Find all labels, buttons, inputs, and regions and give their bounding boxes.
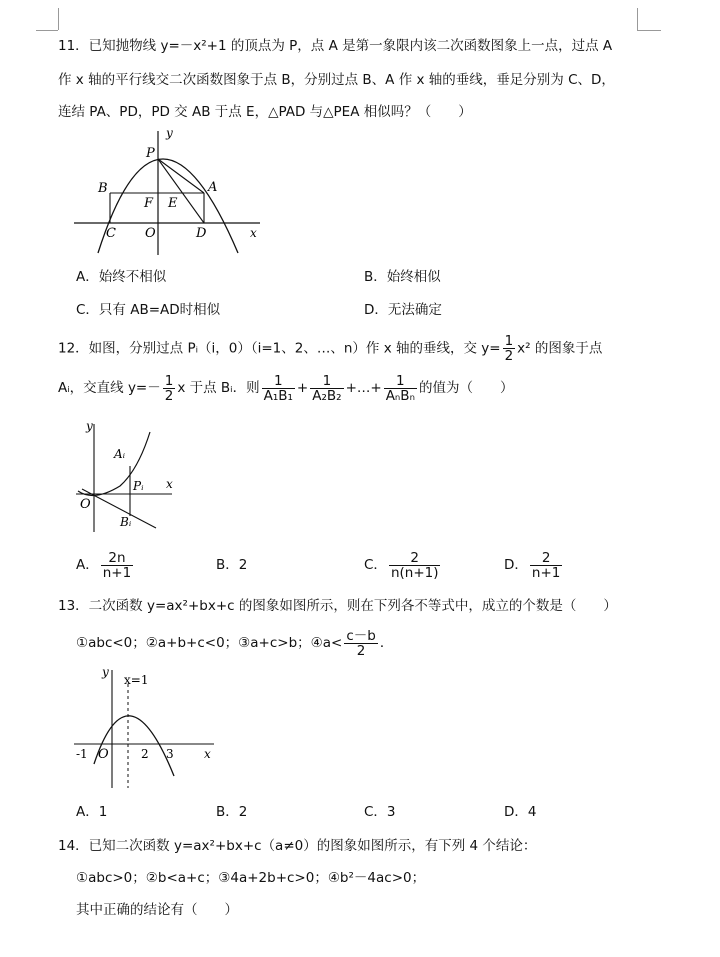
frac-den: 2 — [504, 348, 514, 364]
label-b: B — [98, 181, 108, 196]
crop-mark — [36, 30, 58, 31]
q11-figure — [70, 125, 270, 260]
q12-line1 — [58, 334, 602, 363]
frac-den: 2 — [356, 642, 366, 659]
frac-num: 2n — [101, 551, 133, 566]
parabola-curve — [94, 716, 174, 776]
label-ai: Aᵢ — [114, 447, 126, 461]
crop-mark — [637, 8, 638, 30]
frac-num: 2 — [530, 551, 562, 566]
label-x: x — [166, 477, 173, 491]
q13-figure — [72, 664, 222, 794]
label-f: F — [144, 196, 154, 211]
q11-line2: 作 x 轴的平行线交二次函数图象于点 B，分别过点 B、A 作 x 轴的垂线，垂足分别为 C、D， — [58, 72, 615, 88]
q12-option-b: B．2 — [216, 557, 248, 573]
q13-option-a: A．1 — [76, 804, 108, 820]
q11-option-a: A．始终不相似 — [76, 269, 167, 285]
q12-line1-post: x² 的图象于点 — [517, 340, 603, 357]
crop-mark — [637, 30, 661, 31]
label-bi: Bᵢ — [120, 515, 132, 529]
frac-num: 1 — [310, 374, 343, 389]
option-frac — [530, 551, 562, 580]
q12-option-d — [504, 548, 564, 582]
frac-num: 1 — [164, 372, 174, 389]
label-e: E — [168, 196, 178, 211]
frac-den: n+1 — [102, 564, 132, 581]
q13-cond-post: ． — [379, 635, 394, 651]
line-straight — [82, 489, 156, 528]
q13-option-b: B．2 — [216, 804, 248, 820]
q13-conditions — [76, 628, 393, 658]
q11-option-c: C．只有 AB=AD时相似 — [76, 302, 221, 318]
label-p: P — [146, 146, 155, 161]
label-x: x — [204, 747, 211, 761]
q13-cond-pre: ①abc<0；②a+b+c<0；③a+c>b；④a< — [76, 635, 343, 651]
frac-den: n+1 — [531, 564, 561, 581]
plus-sign: + — [296, 380, 309, 396]
frac-num: c－b — [346, 627, 376, 644]
label-axis: x=1 — [124, 673, 149, 687]
q12-line2-post: 的值为（ ） — [418, 380, 514, 396]
q12-sum-term-1 — [262, 374, 295, 403]
q13-line1: 13．二次函数 y=ax²+bx+c 的图象如图所示，则在下列各不等式中，成立的个数是（ ） — [58, 598, 617, 614]
frac-num: 1 — [504, 333, 514, 349]
q11-line3: 连结 PA、PD，PD 交 AB 于点 E，△PAD 与△PEA 相似吗？（ ） — [58, 104, 472, 120]
q12-frac2 — [163, 374, 176, 403]
option-frac — [101, 551, 133, 580]
frac-num: 1 — [384, 374, 417, 389]
frac-den: 2 — [164, 387, 174, 404]
q12-line2 — [58, 373, 513, 403]
option-label: A． — [76, 557, 99, 573]
ellipsis-sign: +…+ — [345, 380, 382, 396]
q12-sum-term-2 — [310, 374, 343, 403]
label-pi: Pᵢ — [133, 479, 144, 493]
q11-line1: 11．已知抛物线 y=－x²+1 的顶点为 P，点 A 是第一象限内该二次函数图象上一点，过点 A — [58, 38, 613, 54]
q13-option-c: C．3 — [364, 804, 396, 820]
segment-pa — [158, 159, 204, 193]
frac-num: 1 — [262, 374, 295, 389]
label-o: O — [98, 747, 109, 762]
frac-den: n(n+1) — [390, 564, 439, 581]
q12-option-a — [76, 548, 135, 582]
label-c: C — [106, 226, 116, 241]
q11-option-b: B．始终相似 — [364, 269, 441, 285]
q12-option-c — [364, 548, 442, 582]
label-three: 3 — [166, 747, 174, 761]
frac-den: A₂B₂ — [312, 387, 342, 404]
q13-option-d: D．4 — [504, 804, 537, 820]
frac-num: 2 — [389, 551, 441, 566]
label-minus-one: -1 — [76, 747, 88, 761]
option-frac — [389, 551, 441, 580]
label-a: A — [208, 180, 218, 195]
label-o: O — [80, 497, 91, 512]
q14-line1: 14．已知二次函数 y=ax²+bx+c（a≠0）的图象如图所示，有下列 4 个结论： — [58, 838, 537, 854]
q14-line2: ①abc>0；②b<a+c；③4a+2b+c>0；④b²－4ac>0； — [76, 870, 426, 886]
label-two: 2 — [141, 747, 149, 761]
q12-sum-term-n — [384, 374, 417, 403]
option-label: D． — [504, 557, 528, 573]
label-y: y — [102, 665, 109, 679]
label-x: x — [250, 226, 257, 240]
q14-line3: 其中正确的结论有（ ） — [76, 902, 238, 918]
label-d: D — [196, 226, 207, 241]
q12-frac1 — [503, 334, 516, 363]
frac-den: AₙBₙ — [385, 387, 415, 404]
q13-frac — [344, 629, 378, 658]
segment-pd — [158, 159, 204, 223]
q11-option-d: D．无法确定 — [364, 302, 442, 318]
label-y: y — [166, 126, 173, 140]
q12-line2-mid: x 于点 Bᵢ．则 — [177, 380, 260, 396]
option-label: C． — [364, 557, 387, 573]
crop-mark — [58, 8, 59, 30]
label-o: O — [145, 226, 156, 241]
q12-line1-pre: 12．如图，分别过点 Pᵢ（i，0）（i=1、2、…、n）作 x 轴的垂线，交 y= — [58, 340, 501, 357]
q12-figure — [72, 420, 192, 540]
q12-line2-pre: Aᵢ，交直线 y=－ — [58, 380, 161, 396]
label-y: y — [86, 420, 93, 433]
frac-den: A₁B₁ — [263, 387, 293, 404]
